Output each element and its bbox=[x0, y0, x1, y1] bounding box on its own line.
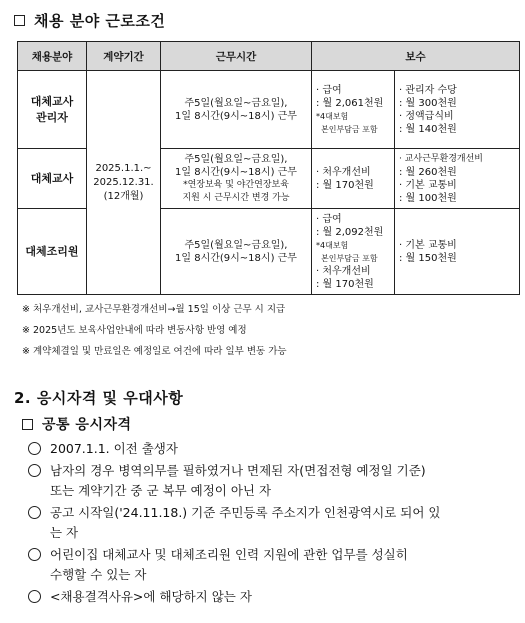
list-item bbox=[24, 461, 520, 501]
list-item bbox=[24, 545, 520, 585]
category-line: 대체조리원 bbox=[25, 244, 79, 258]
note-line: ※ 계약체결일 및 만료일은 예정일로 여건에 따라 일부 변동 가능 bbox=[22, 346, 287, 357]
pay-cell-a bbox=[312, 149, 395, 209]
period-line: (12개월) bbox=[103, 190, 144, 202]
table-header-row bbox=[18, 42, 520, 71]
circle-bullet-icon bbox=[28, 506, 41, 519]
list-item-text: 또는 계약기간 중 군 복무 예정이 아닌 자 bbox=[50, 483, 272, 498]
pay-line: : 월 140천원 bbox=[399, 123, 457, 135]
list-item-text: 수행할 수 있는 자 bbox=[50, 567, 147, 582]
circle-bullet-icon bbox=[28, 548, 41, 561]
hours-cell bbox=[161, 71, 312, 149]
list-item-text: 공고 시작일('24.11.18.) 기준 주민등록 주소지가 인천광역시로 되어 있 bbox=[50, 505, 441, 520]
category-line: 대체교사 bbox=[30, 171, 74, 185]
hours-line: 주5일(월요일~금요일), bbox=[184, 97, 288, 109]
list-item-text: <채용결격사유>에 해당하지 않는 자 bbox=[50, 589, 252, 604]
hours-note-line: 지원 시 근무시간 변경 가능 bbox=[182, 192, 290, 203]
circle-bullet-icon bbox=[28, 464, 41, 477]
hours-line: 1일 8시간(9시~18시) 근무 bbox=[175, 252, 297, 264]
table-notes bbox=[22, 299, 287, 362]
pay-cell-b bbox=[395, 209, 520, 295]
pay-line: *4대보험 bbox=[316, 111, 349, 121]
hours-cell bbox=[161, 209, 312, 295]
section-title-text: 채용 분야 근로조건 bbox=[34, 12, 166, 30]
subsection-title-common bbox=[22, 414, 132, 434]
hours-line: 1일 8시간(9시~18시) 근무 bbox=[175, 166, 297, 178]
list-item bbox=[24, 439, 520, 459]
header-hours: 근무시간 bbox=[161, 42, 312, 71]
note-line: ※ 2025년도 보육사업안내에 따라 변동사항 반영 예정 bbox=[22, 325, 247, 336]
list-item-text: 는 자 bbox=[50, 525, 79, 540]
pay-line: : 월 150천원 bbox=[399, 252, 457, 264]
qualification-list bbox=[24, 439, 520, 609]
list-item bbox=[24, 587, 520, 607]
pay-cell-a bbox=[312, 71, 395, 149]
section-title-qualifications: 2. 응시자격 및 우대사항 bbox=[14, 389, 184, 407]
pay-line: : 월 170천원 bbox=[316, 179, 374, 191]
hours-line: 1일 8시간(9시~18시) 근무 bbox=[175, 110, 297, 122]
pay-line: · 급여 bbox=[316, 213, 342, 225]
list-item bbox=[24, 503, 520, 543]
pay-cell-a bbox=[312, 209, 395, 295]
pay-line: · 교사근무환경개선비 bbox=[399, 153, 483, 164]
list-item-text: 남자의 경우 병역의무를 필하였거나 면제된 자(면접전형 예정일 기준) bbox=[50, 463, 426, 478]
category-line: 대체교사 bbox=[30, 94, 74, 108]
pay-line: · 기본 교통비 bbox=[399, 239, 457, 251]
hours-cell bbox=[161, 149, 312, 209]
circle-bullet-icon bbox=[28, 590, 41, 603]
header-category: 채용분야 bbox=[18, 42, 87, 71]
list-item-text: 어린이집 대체교사 및 대체조리원 인력 지원에 관한 업무를 성실히 bbox=[50, 547, 408, 562]
pay-line: : 월 2,061천원 bbox=[316, 97, 384, 109]
pay-line: : 월 100천원 bbox=[399, 192, 457, 204]
hours-note-line: *연장보육 및 야간연장보육 bbox=[183, 179, 289, 190]
subsection-title-text: 공통 응시자격 bbox=[42, 417, 132, 433]
hours-line: 주5일(월요일~금요일), bbox=[184, 239, 288, 251]
period-line: 2025.1.1.~ bbox=[95, 162, 152, 174]
hours-line: 주5일(월요일~금요일), bbox=[184, 153, 288, 165]
pay-line: : 월 170천원 bbox=[316, 278, 374, 290]
pay-cell-b bbox=[395, 71, 520, 149]
pay-line: · 정액급식비 bbox=[399, 110, 454, 122]
category-cell bbox=[18, 71, 87, 149]
pay-line: *4대보험 bbox=[316, 240, 349, 250]
pay-line: · 급여 bbox=[316, 84, 342, 96]
list-item-text: 2007.1.1. 이전 출생자 bbox=[50, 441, 178, 456]
contract-period-cell bbox=[87, 71, 161, 295]
pay-line: : 월 300천원 bbox=[399, 97, 457, 109]
header-period: 계약기간 bbox=[87, 42, 161, 71]
period-line: 2025.12.31. bbox=[93, 176, 154, 188]
table-row bbox=[18, 71, 520, 149]
section-title-work-conditions bbox=[14, 10, 165, 31]
pay-line: · 처우개선비 bbox=[316, 166, 371, 178]
pay-line: : 월 2,092천원 bbox=[316, 226, 384, 238]
category-cell bbox=[18, 149, 87, 209]
checkbox-square-icon bbox=[22, 419, 33, 430]
note-line: ※ 처우개선비, 교사근무환경개선비→월 15일 이상 근무 시 지급 bbox=[22, 304, 286, 315]
pay-line: 본인부담금 포함 bbox=[321, 124, 378, 134]
pay-line: : 월 260천원 bbox=[399, 166, 457, 178]
pay-line: · 관리자 수당 bbox=[399, 84, 457, 96]
category-line: 관리자 bbox=[36, 110, 68, 124]
pay-cell-b bbox=[395, 149, 520, 209]
checkbox-square-icon bbox=[14, 15, 25, 26]
pay-line: · 처우개선비 bbox=[316, 265, 371, 277]
header-pay: 보수 bbox=[312, 42, 520, 71]
circle-bullet-icon bbox=[28, 442, 41, 455]
pay-line: · 기본 교통비 bbox=[399, 179, 457, 191]
work-conditions-table bbox=[17, 41, 520, 295]
category-cell bbox=[18, 209, 87, 295]
pay-line: 본인부담금 포함 bbox=[321, 253, 378, 263]
